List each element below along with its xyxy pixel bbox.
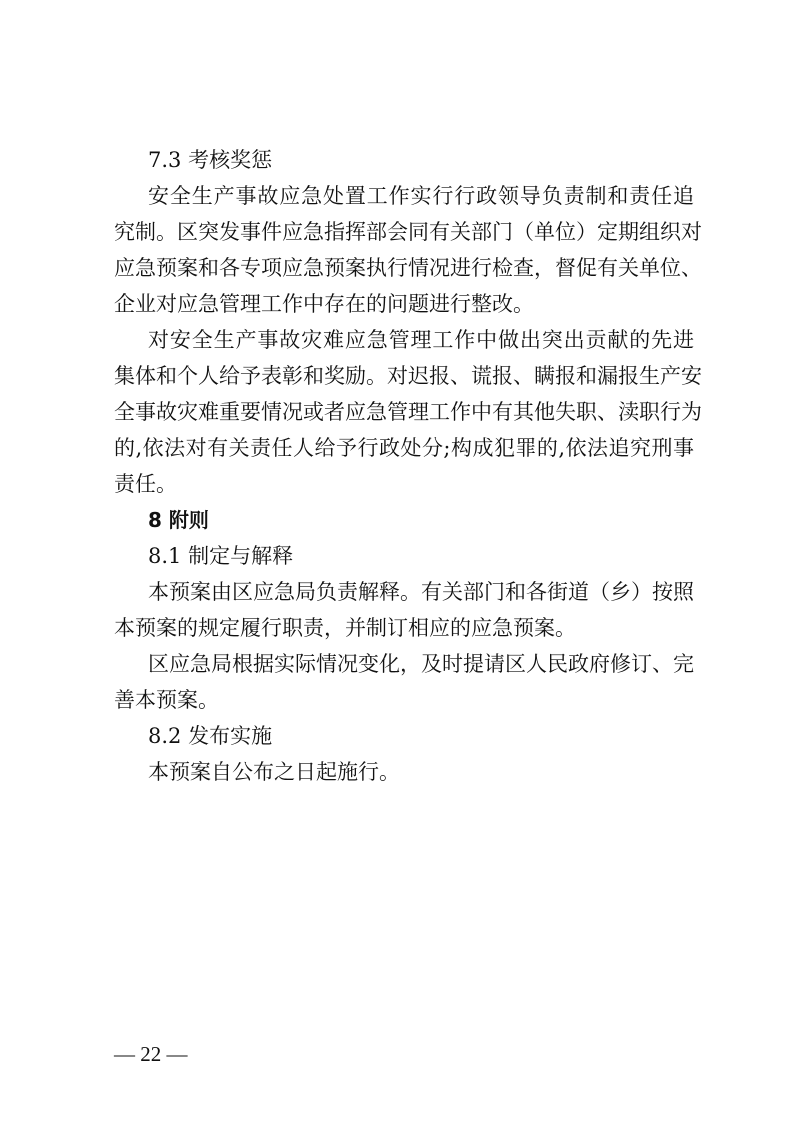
paragraph	[114, 178, 702, 322]
paragraph-line: 全事故灾难重要情况或者应急管理工作中有其他失职、渎职行为	[114, 400, 702, 424]
paragraph	[114, 322, 702, 502]
paragraph-line: 本预案自公布之日起施行。	[148, 760, 400, 784]
paragraph-line: 本预案由区应急局负责解释。有关部门和各街道（乡）按照	[148, 580, 694, 604]
paragraph	[114, 754, 694, 790]
document-body	[114, 142, 702, 790]
paragraph-line: 区应急局根据实际情况变化，及时提请区人民政府修订、完	[148, 652, 694, 676]
paragraph-line: 对安全生产事故灾难应急管理工作中做出突出贡献的先进	[148, 328, 694, 352]
section-heading-8: 8 附则	[148, 508, 209, 532]
paragraph-line: 究制。区突发事件应急指挥部会同有关部门（单位）定期组织对	[114, 220, 702, 244]
paragraph-line: 集体和个人给予表彰和奖励。对迟报、谎报、瞒报和漏报生产安	[114, 364, 702, 388]
paragraph-line: 善本预案。	[114, 688, 219, 712]
paragraph-line: 的,依法对有关责任人给予行政处分;构成犯罪的,依法追究刑事	[114, 436, 694, 460]
paragraph-line: 本预案的规定履行职责，并制订相应的应急预案。	[114, 616, 576, 640]
paragraph-line: 应急预案和各专项应急预案执行情况进行检查，督促有关单位、	[114, 256, 702, 280]
section-heading-8-2: 8.2 发布实施	[148, 724, 273, 748]
section-heading-8-1: 8.1 制定与解释	[148, 544, 294, 568]
paragraph-line: 企业对应急管理工作中存在的问题进行整改。	[114, 292, 534, 316]
paragraph	[114, 574, 694, 646]
paragraph	[114, 646, 694, 718]
section-heading-7-3: 7.3 考核奖惩	[148, 148, 273, 172]
paragraph-line: 责任。	[114, 472, 177, 496]
paragraph-line: 安全生产事故应急处置工作实行行政领导负责制和责任追	[148, 184, 694, 208]
page-number: — 22 —	[114, 1042, 188, 1066]
